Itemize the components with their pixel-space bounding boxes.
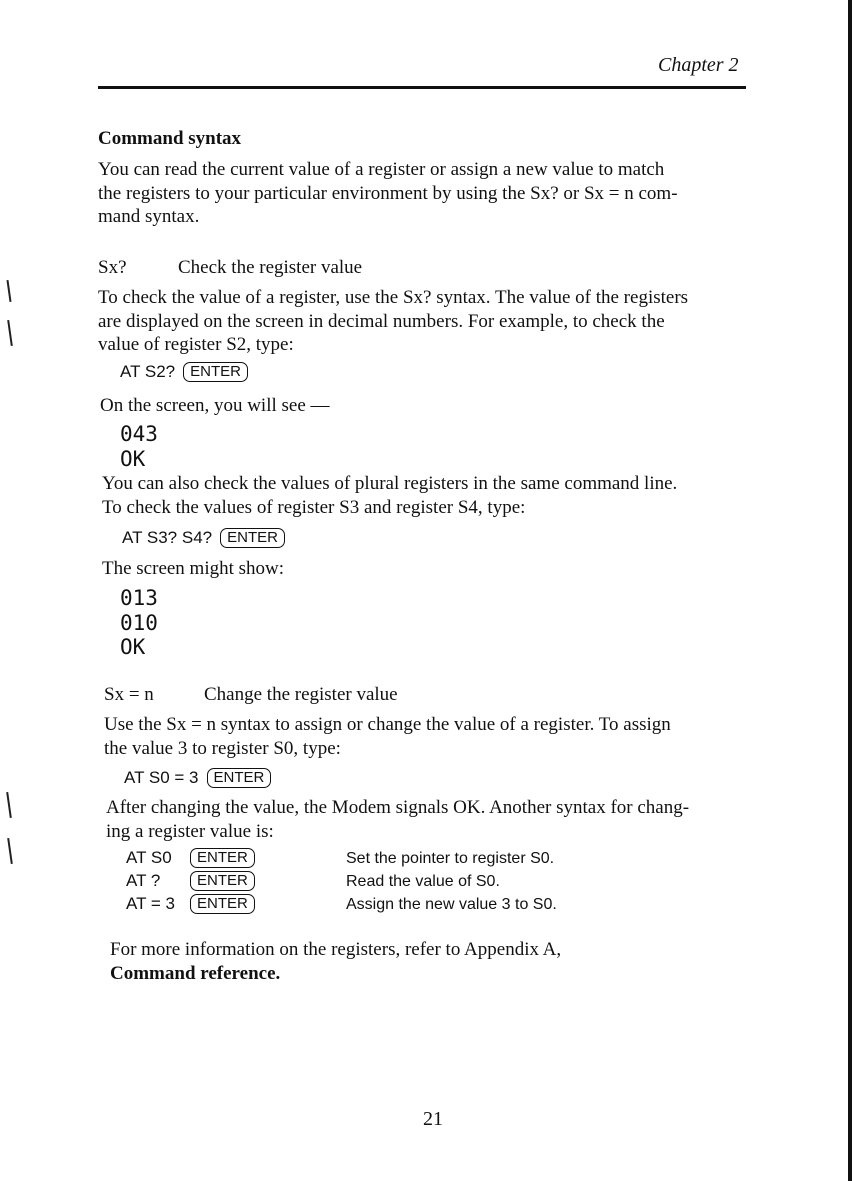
footer-text: For more information on the registers, refer to Appendix A, [110, 939, 562, 960]
margin-mark [6, 792, 12, 818]
screen-output-1 [120, 422, 158, 471]
intro-line-3: mand syntax. [98, 206, 200, 227]
row-description: Set the pointer to register S0. [346, 850, 555, 867]
change-line-2: the value 3 to register S0, type: [104, 737, 341, 759]
enter-key-icon: ENTER [190, 894, 255, 914]
might-show-text: The screen might show: [102, 558, 285, 579]
command-line-s0 [124, 768, 271, 788]
check-line-2: are displayed on the screen in decimal numbers. For example, to check the [98, 310, 665, 332]
screen-line: OK [120, 446, 146, 471]
margin-mark [7, 320, 13, 346]
plural-paragraph [102, 472, 762, 519]
enter-key-icon: ENTER [183, 362, 248, 382]
screen-line: 010 [120, 610, 158, 635]
section-heading: Command syntax [98, 128, 242, 149]
row-description: Assign the new value 3 to S0. [346, 896, 557, 913]
plural-line-2: To check the values of register S3 and register S4, type: [102, 496, 526, 518]
page-number: 21 [423, 1108, 443, 1130]
check-title: Check the register value [178, 257, 363, 278]
command-line-s3-s4 [122, 528, 285, 548]
chapter-header: Chapter 2 [658, 54, 739, 76]
after-paragraph [106, 796, 766, 843]
row-description: Read the value of S0. [346, 873, 500, 890]
footer-line-2: Command reference. [110, 962, 281, 984]
intro-paragraph [98, 158, 758, 229]
command-line-s2 [120, 362, 248, 382]
intro-line-1: You can read the current value of a register or assign a new value to match [98, 159, 665, 180]
enter-key-icon: ENTER [190, 848, 255, 868]
page-edge [848, 0, 852, 1181]
row-command: AT ? [126, 871, 161, 890]
enter-key-icon: ENTER [220, 528, 285, 548]
see-text: On the screen, you will see — [100, 395, 330, 416]
enter-key-icon: ENTER [207, 768, 272, 788]
screen-output-2 [120, 586, 158, 660]
command-text: AT S3? S4? [122, 528, 213, 547]
change-paragraph [104, 713, 764, 760]
margin-mark [7, 838, 13, 864]
row-command: AT S0 [126, 848, 172, 867]
screen-line: 013 [120, 586, 158, 610]
change-label: Sx = n [104, 684, 154, 705]
row-command: AT = 3 [126, 894, 175, 913]
footer-line-1 [110, 938, 760, 962]
footer-note [110, 938, 760, 985]
command-text: AT S0 = 3 [124, 768, 199, 787]
command-text: AT S2? [120, 362, 176, 381]
enter-key-icon: ENTER [190, 871, 255, 891]
check-label: Sx? [98, 257, 127, 278]
check-paragraph [98, 286, 758, 357]
syntax-row [126, 848, 255, 868]
syntax-row [126, 871, 255, 891]
after-line-2: ing a register value is: [106, 820, 274, 842]
check-line-3: value of register S2, type: [98, 334, 294, 355]
change-line-1: Use the Sx = n syntax to assign or change the value of a register. To assign [104, 714, 671, 735]
margin-mark [6, 280, 11, 302]
header-rule [98, 86, 746, 89]
change-title: Change the register value [204, 684, 398, 705]
after-line-1: After changing the value, the Modem signals OK. Another syntax for chang- [106, 797, 690, 818]
intro-line-2: the registers to your particular environment by using the Sx? or Sx = n com- [98, 182, 678, 204]
check-line-1: To check the value of a register, use the Sx? syntax. The value of the registers [98, 287, 689, 308]
screen-line: 043 [120, 422, 158, 446]
syntax-row [126, 894, 255, 914]
screen-line: OK [120, 635, 146, 659]
plural-line-1: You can also check the values of plural registers in the same command line. [102, 473, 678, 494]
